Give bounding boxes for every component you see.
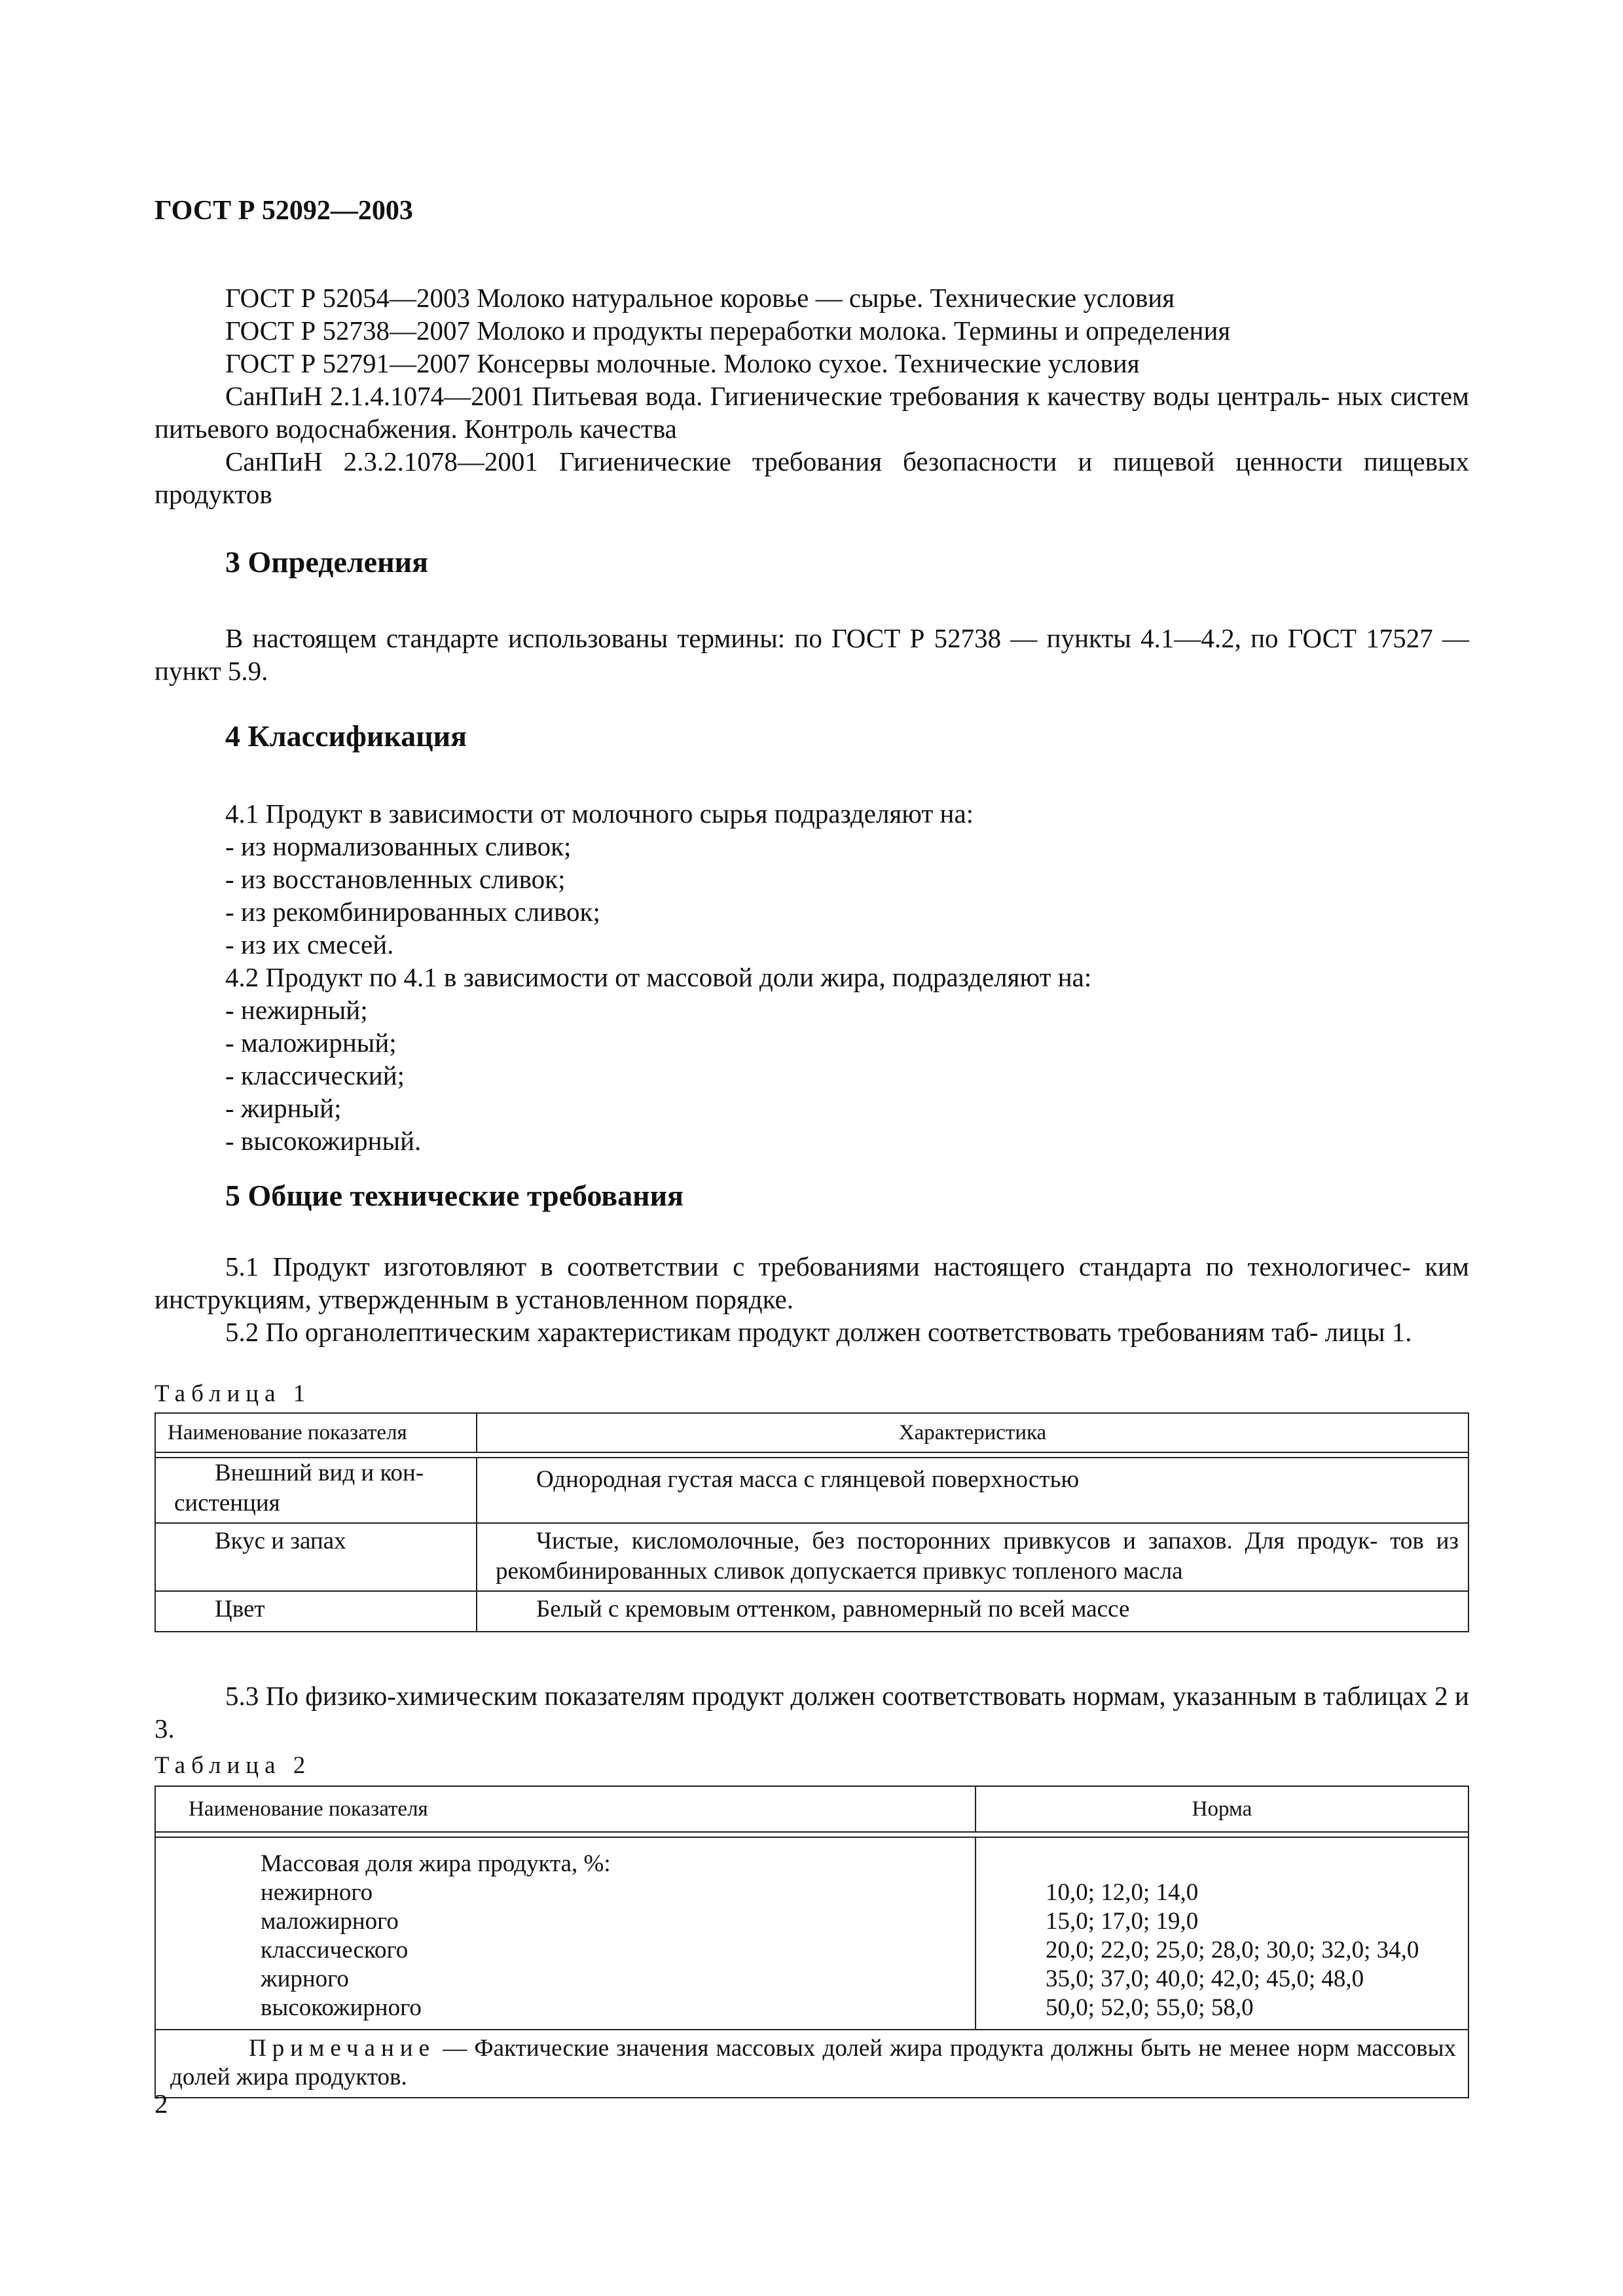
normative-references	[155, 281, 1469, 511]
table-1	[155, 1412, 1469, 1632]
section-5-title: 5 Общие технические требования	[225, 1179, 684, 1212]
table-1-caption: Таблица 1	[155, 1380, 312, 1407]
list-item: - классический;	[225, 1060, 405, 1090]
list-item: - из нормализованных сливок;	[225, 831, 572, 861]
table-cell	[477, 1591, 1468, 1632]
cell-text: Чистые, кисломолочные, без посторонних привкусов и запахов. Для продук- тов из рекомбинированных сливок допускается привкус топленого масла	[496, 1528, 1459, 1585]
section-3-title: 3 Определения	[225, 545, 428, 579]
table-2	[155, 1785, 1469, 2098]
section-5-3-text	[155, 1679, 1469, 1745]
table-note	[155, 2030, 1468, 2098]
clause-5-2: 5.2 По органолептическим характеристикам продукт должен соответствовать требованиям таб- лицы 1.	[225, 1317, 1412, 1347]
cell-text: Белый с кремовым оттенком, равномерный по всей массе	[536, 1596, 1130, 1623]
note-text: — Фактические значения массовых долей жира продукта должны быть не менее норм массовых долей жира продуктов.	[170, 2035, 1456, 2090]
table-header-cell: Наименование показателя	[155, 1413, 477, 1452]
reference-item: ГОСТ Р 52791—2007 Консервы молочные. Молоко сухое. Технические условия	[225, 348, 1140, 378]
clause-4-1: 4.1 Продукт в зависимости от молочного сырья подразделяют на:	[225, 798, 974, 829]
table-header-cell: Наименование показателя	[155, 1786, 976, 1832]
table-cell	[155, 1837, 976, 2030]
fat-category: жирного	[261, 1965, 349, 1992]
group-label: Массовая доля жира продукта, %:	[261, 1850, 611, 1877]
section-4-content	[225, 797, 1091, 1157]
page-number: 2	[155, 2089, 168, 2119]
list-item: - высокожирный.	[225, 1126, 422, 1156]
list-item: - из их смесей.	[225, 929, 394, 960]
fat-norm: 20,0; 22,0; 25,0; 28,0; 30,0; 32,0; 34,0	[1046, 1937, 1419, 1964]
clause-5-1: 5.1 Продукт изготовляют в соответствии с требованиями настоящего стандарта по технологичес- ким инструкциям, утвержденным в установленном порядке.	[155, 1251, 1469, 1314]
list-item: - жирный;	[225, 1093, 342, 1123]
clause-4-2: 4.2 Продукт по 4.1 в зависимости от массовой доли жира, подразделяют на:	[225, 962, 1092, 992]
section-5-text	[155, 1250, 1469, 1348]
list-item: - маложирный;	[225, 1028, 397, 1058]
fat-category: маложирного	[261, 1908, 399, 1935]
table-row	[155, 1523, 1468, 1591]
cell-text: Цвет	[215, 1596, 265, 1623]
table-row	[155, 1591, 1468, 1632]
table-header-row	[155, 1786, 1468, 1832]
table-cell	[155, 1523, 477, 1591]
table-cell	[976, 1837, 1468, 2030]
fat-norm: 15,0; 17,0; 19,0	[1046, 1908, 1199, 1935]
table-cell	[155, 1591, 477, 1632]
fat-norm: 35,0; 37,0; 40,0; 42,0; 45,0; 48,0	[1046, 1965, 1364, 1992]
table-row	[155, 1837, 1468, 2030]
table-2-caption: Таблица 2	[155, 1752, 312, 1779]
cell-text: Вкус и запах	[215, 1528, 346, 1554]
reference-item: СанПиН 2.3.2.1078—2001 Гигиенические требования безопасности и пищевой ценности пищевых продуктов	[155, 446, 1469, 509]
section-3-text	[155, 622, 1469, 687]
section-4-title: 4 Классификация	[225, 719, 467, 753]
fat-category: высокожирного	[261, 1994, 422, 2021]
list-item: - из восстановленных сливок;	[225, 864, 566, 894]
fat-category: нежирного	[261, 1879, 373, 1906]
clause-5-3: 5.3 По физико-химическим показателям продукт должен соответствовать нормам, указанным в таблицах 2 и 3.	[155, 1681, 1469, 1744]
reference-item: ГОСТ Р 52738—2007 Молоко и продукты переработки молока. Термины и определения	[225, 315, 1231, 346]
standard-code: ГОСТ Р 52092—2003	[155, 196, 413, 226]
table-header-cell: Норма	[976, 1786, 1468, 1832]
table-cell	[155, 1458, 477, 1523]
fat-norm: 10,0; 12,0; 14,0	[1046, 1879, 1199, 1906]
table-cell	[477, 1458, 1468, 1523]
table-cell	[477, 1523, 1468, 1591]
list-item: - из рекомбинированных сливок;	[225, 897, 600, 927]
definitions-paragraph: В настоящем стандарте использованы термины: по ГОСТ Р 52738 — пункты 4.1—4.2, по ГОСТ 17527 — пункт 5.9.	[155, 623, 1469, 686]
reference-item: СанПиН 2.1.4.1074—2001 Питьевая вода. Гигиенические требования к качеству воды централь- ных систем питьевого водоснабжения. Контроль качества	[155, 381, 1469, 444]
fat-norm: 50,0; 52,0; 55,0; 58,0	[1046, 1994, 1254, 2021]
cell-text: Однородная густая масса с глянцевой поверхностью	[536, 1466, 1080, 1493]
table-header-row	[155, 1413, 1468, 1452]
fat-category: классического	[261, 1937, 409, 1964]
cell-text: Внешний вид и кон- систенция	[174, 1460, 424, 1516]
table-header-cell: Характеристика	[477, 1413, 1468, 1452]
list-item: - нежирный;	[225, 995, 368, 1025]
table-row	[155, 1458, 1468, 1523]
note-label: Примечание	[249, 2035, 435, 2062]
reference-item: ГОСТ Р 52054—2003 Молоко натуральное коровье — сырье. Технические условия	[225, 283, 1175, 313]
table-note-row	[155, 2030, 1468, 2098]
